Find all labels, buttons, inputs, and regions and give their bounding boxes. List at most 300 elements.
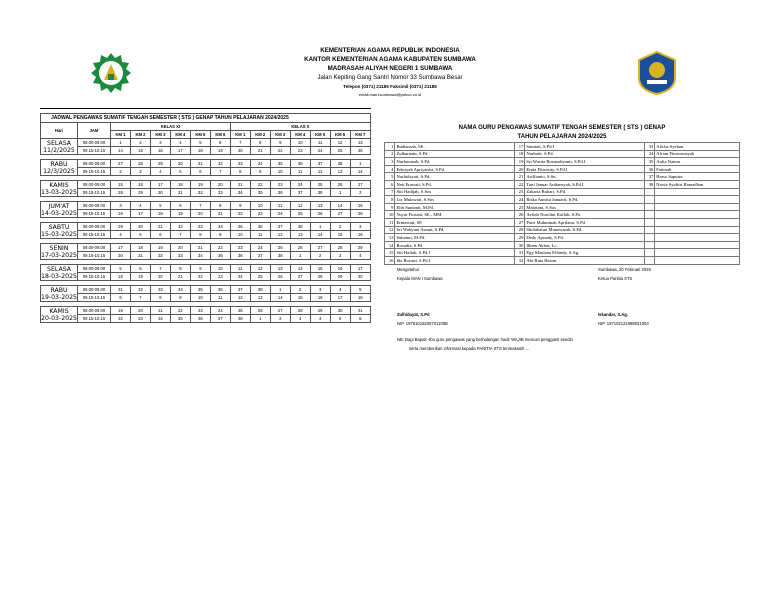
proctor-number-cell: 22 — [230, 210, 250, 218]
teacher-name: Aefiah Nurolini Kaffah, S.Pu — [525, 211, 644, 219]
teacher-number: 23 — [514, 188, 524, 196]
day-date: 13-03-2025 — [41, 188, 77, 196]
proctor-number-cell: 35 — [230, 223, 250, 231]
proctor-number-cell: 3 — [150, 139, 170, 147]
proctor-number-cell: 29 — [111, 223, 131, 231]
sign-left-line2: Kepala MAN I Sumbawa — [397, 276, 443, 281]
proctor-number-cell: 36 — [270, 189, 290, 197]
teacher-table — [384, 142, 740, 265]
proctor-number-cell: 12 — [230, 294, 250, 302]
proctor-number-cell: 17 — [130, 210, 150, 218]
proctor-number-cell: 11 — [270, 202, 290, 210]
sign-right-line2: Ketua Panitia STS — [598, 276, 633, 281]
proctor-number-cell: 7 — [210, 168, 230, 176]
proctor-number-cell: 15 — [310, 265, 330, 273]
teacher-name: Fatimah — [655, 165, 740, 173]
time-cell: 09.15-10.15 — [78, 168, 111, 176]
proctor-number-cell: 22 — [190, 273, 210, 281]
proctor-number-cell: 25 — [290, 210, 310, 218]
teacher-name — [655, 218, 740, 226]
proctor-number-cell: 30 — [350, 273, 370, 281]
schedule-row — [41, 139, 371, 147]
time-cell: 08.00-09.00 — [78, 139, 111, 147]
col-hari: Hari — [41, 123, 78, 139]
day-name: SENIN — [49, 244, 69, 252]
room-header: KM 5 — [190, 131, 210, 139]
proctor-number-cell: 23 — [190, 307, 210, 315]
teacher-number: 32 — [514, 256, 524, 264]
proctor-number-cell: 19 — [170, 210, 190, 218]
proctor-number-cell: 24 — [270, 210, 290, 218]
proctor-number-cell: 1 — [310, 223, 330, 231]
proctor-number-cell: 36 — [290, 160, 310, 168]
proctor-number-cell: 36 — [210, 286, 230, 294]
teacher-number: 34 — [644, 150, 654, 158]
proctor-number-cell: 2 — [330, 223, 350, 231]
day-cell — [41, 181, 78, 197]
proctor-number-cell: 8 — [170, 265, 190, 273]
proctor-number-cell: 24 — [210, 307, 230, 315]
proctor-number-cell: 25 — [330, 147, 350, 155]
proctor-number-cell: 37 — [210, 315, 230, 323]
proctor-number-cell: 31 — [350, 307, 370, 315]
day-name: RABU — [50, 286, 68, 294]
proctor-number-cell: 14 — [270, 294, 290, 302]
teacher-number: 7 — [385, 188, 395, 196]
room-header: KM 4 — [170, 131, 190, 139]
proctor-number-cell: 11 — [210, 294, 230, 302]
room-header: KM 4 — [290, 131, 310, 139]
proctor-number-cell: 23 — [210, 273, 230, 281]
proctor-number-cell: 38 — [330, 160, 350, 168]
day-date: 17-03-2025 — [41, 251, 77, 259]
room-header: KM 2 — [130, 131, 150, 139]
teacher-name: Zakaria Buhari, S.Pd. — [525, 188, 644, 196]
teacher-name: Riska Annisa Januarti, S.Pd. — [525, 196, 644, 204]
madrasah-logo — [635, 50, 679, 96]
teacher-name: Sumiati, S.Pd.I — [525, 143, 644, 151]
teacher-row — [385, 180, 740, 188]
proctor-number-cell: 2 — [130, 139, 150, 147]
proctor-number-cell: 4 — [350, 252, 370, 260]
header-office: KANTOR KEMENTERIAN AGAMA KABUPATEN SUMBAWA — [304, 56, 476, 63]
teacher-number: 14 — [385, 241, 395, 249]
proctor-number-cell: 6 — [111, 294, 131, 302]
proctor-number-cell: 20 — [150, 273, 170, 281]
proctor-number-cell: 7 — [190, 202, 210, 210]
proctor-number-cell: 31 — [111, 286, 131, 294]
proctor-number-cell: 6 — [350, 315, 370, 323]
proctor-number-cell: 34 — [190, 252, 210, 260]
proctor-number-cell: 19 — [130, 273, 150, 281]
teacher-name: Putri Mukminah Aprilaini, S.Pd — [525, 218, 644, 226]
teacher-number: 21 — [514, 173, 524, 181]
proctor-number-cell: 20 — [210, 181, 230, 189]
proctor-number-cell: 37 — [250, 252, 270, 260]
teacher-number: 29 — [514, 234, 524, 242]
teacher-title-line2: TAHUN PELAJARAN 2024/2025 — [517, 134, 607, 140]
proctor-number-cell: 38 — [290, 223, 310, 231]
proctor-number-cell: 18 — [190, 147, 210, 155]
proctor-number-cell: 4 — [150, 168, 170, 176]
teacher-number: 8 — [385, 196, 395, 204]
proctor-number-cell: 34 — [170, 286, 190, 294]
proctor-number-cell: 10 — [230, 231, 250, 239]
teacher-row — [385, 211, 740, 219]
day-cell — [41, 265, 78, 281]
time-cell: 08.00-09.00 — [78, 307, 111, 315]
teacher-number: 36 — [644, 165, 654, 173]
proctor-number-cell: 10 — [270, 168, 290, 176]
proctor-number-cell: 38 — [310, 189, 330, 197]
proctor-number-cell: 16 — [130, 181, 150, 189]
schedule-row — [41, 286, 371, 294]
proctor-number-cell: 4 — [310, 315, 330, 323]
proctor-number-cell: 3 — [111, 202, 131, 210]
proctor-number-cell: 22 — [270, 147, 290, 155]
teacher-name: Nurhasanah, S.Pd. — [395, 158, 514, 166]
col-jam: JAM — [78, 123, 111, 139]
teacher-name — [655, 241, 740, 249]
proctor-number-cell: 28 — [290, 307, 310, 315]
teacher-row — [385, 196, 740, 204]
teacher-name — [655, 234, 740, 242]
proctor-number-cell: 1 — [290, 252, 310, 260]
proctor-number-cell: 3 — [310, 286, 330, 294]
proctor-number-cell: 12 — [290, 202, 310, 210]
proctor-number-cell: 29 — [350, 244, 370, 252]
day-date: 11/2/2025 — [43, 146, 75, 154]
schedule-row — [41, 273, 371, 281]
room-header: KM 7 — [350, 131, 370, 139]
teacher-row — [385, 173, 740, 181]
day-name: SELASA — [47, 139, 71, 147]
proctor-number-cell: 12 — [250, 265, 270, 273]
proctor-number-cell: 32 — [210, 160, 230, 168]
teacher-name: Egy Maulana Effandy, S.Ag. — [525, 249, 644, 257]
proctor-number-cell: 15 — [130, 147, 150, 155]
proctor-number-cell: 25 — [250, 273, 270, 281]
proctor-number-cell: 35 — [210, 252, 230, 260]
teacher-number: 5 — [385, 173, 395, 181]
teacher-name: Sri Wasita Rosmadiyanti, S.Pd.I — [525, 158, 644, 166]
proctor-number-cell: 2 — [111, 168, 131, 176]
teacher-name: Dedy Apriady, S.Pd. — [525, 234, 644, 242]
proctor-number-cell: 27 — [310, 244, 330, 252]
proctor-number-cell: 28 — [350, 210, 370, 218]
day-date: 19-03-2025 — [41, 293, 77, 301]
teacher-name: Novia Syafitri Ramadhan — [655, 180, 740, 188]
day-name: SABTU — [48, 223, 70, 231]
room-header: KM 1 — [111, 131, 131, 139]
proctor-number-cell: 26 — [290, 244, 310, 252]
proctor-number-cell: 17 — [350, 265, 370, 273]
proctor-number-cell: 24 — [250, 244, 270, 252]
teacher-row — [385, 256, 740, 264]
proctor-number-cell: 10 — [290, 139, 310, 147]
proctor-number-cell: 37 — [310, 160, 330, 168]
proctor-number-cell: 25 — [230, 307, 250, 315]
proctor-number-cell: 16 — [330, 265, 350, 273]
proctor-number-cell: 2 — [290, 286, 310, 294]
schedule-row — [41, 147, 371, 155]
teacher-number: 28 — [514, 226, 524, 234]
time-cell: 09.15-10.15 — [78, 294, 111, 302]
proctor-number-cell: 30 — [130, 223, 150, 231]
teacher-row — [385, 165, 740, 173]
header-phone: Telepon (0371) 21185 Faksimil (0371) 21185 — [343, 84, 437, 89]
teacher-number — [644, 226, 654, 234]
kelas-xi-header: KELAS XI — [111, 123, 231, 131]
proctor-number-cell: 19 — [190, 181, 210, 189]
header-ministry: KEMENTERIAN AGAMA REPUBLIK INDONESIA — [320, 47, 460, 54]
proctor-number-cell: 27 — [270, 307, 290, 315]
schedule-row — [41, 189, 371, 197]
letterhead — [200, 47, 580, 97]
room-header: KM 6 — [330, 131, 350, 139]
proctor-number-cell: 9 — [210, 231, 230, 239]
teacher-row — [385, 188, 740, 196]
proctor-number-cell: 3 — [330, 252, 350, 260]
teacher-row — [385, 143, 740, 151]
time-cell: 09.15-10.15 — [78, 252, 111, 260]
header-email: email:man1sumbawa@yahoo.co.id — [358, 92, 422, 97]
proctor-number-cell: 17 — [170, 147, 190, 155]
proctor-number-cell: 3 — [290, 315, 310, 323]
proctor-number-cell: 11 — [310, 139, 330, 147]
teacher-number: 18 — [514, 150, 524, 158]
proctor-number-cell: 18 — [111, 273, 131, 281]
proctor-number-cell: 12 — [330, 139, 350, 147]
teacher-name: Afrian Fitrawansyah — [655, 150, 740, 158]
teacher-number — [644, 211, 654, 219]
teacher-name — [655, 256, 740, 264]
proctor-number-cell: 17 — [150, 181, 170, 189]
proctor-number-cell: 19 — [210, 147, 230, 155]
proctor-number-cell: 9 — [230, 202, 250, 210]
teacher-name: Liz Mulawati, S.Sos — [395, 196, 514, 204]
proctor-number-cell: 15 — [290, 294, 310, 302]
teacher-name: Ilham Akbar, Lc. — [525, 241, 644, 249]
teacher-number: 19 — [514, 158, 524, 166]
teacher-name: Alicha Syehan — [655, 143, 740, 151]
time-cell: 09.15-10.15 — [78, 147, 111, 155]
proctor-number-cell: 5 — [190, 139, 210, 147]
proctor-number-cell: 35 — [190, 286, 210, 294]
proctor-number-cell: 20 — [230, 147, 250, 155]
proctor-number-cell: 28 — [310, 273, 330, 281]
teacher-name — [655, 203, 740, 211]
teacher-number: 25 — [514, 203, 524, 211]
room-header: KM 6 — [210, 131, 230, 139]
teacher-list-title — [384, 124, 740, 142]
proctor-number-cell: 21 — [190, 244, 210, 252]
proctor-number-cell: 12 — [270, 231, 290, 239]
proctor-number-cell: 10 — [190, 294, 210, 302]
proctor-number-cell: 13 — [350, 139, 370, 147]
proctor-number-cell: 28 — [111, 189, 131, 197]
proctor-number-cell: 8 — [190, 231, 210, 239]
teacher-number — [644, 234, 654, 242]
teacher-name: Ermawati, SP. — [395, 218, 514, 226]
proctor-number-cell: 23 — [250, 210, 270, 218]
proctor-number-cell: 29 — [150, 160, 170, 168]
room-header: KM 2 — [250, 131, 270, 139]
teacher-number: 13 — [385, 234, 395, 242]
proctor-number-cell: 12 — [310, 168, 330, 176]
kelas-x-header: KELAS X — [230, 123, 370, 131]
proctor-number-cell: 1 — [250, 315, 270, 323]
teacher-number: 15 — [385, 249, 395, 257]
day-name: RABU — [50, 160, 68, 168]
proctor-number-cell: 7 — [230, 139, 250, 147]
proctor-number-cell: 33 — [170, 252, 190, 260]
teacher-name: Harso Saputra — [655, 173, 740, 181]
proctor-number-cell: 10 — [250, 202, 270, 210]
schedule-title: JADWAL PENGAWAS SUMATIF TENGAH SEMESTER ( STS ) GENAP TAHUN PELAJARAN 2024/2025 — [41, 114, 371, 123]
proctor-number-cell: 29 — [310, 307, 330, 315]
teacher-row — [385, 241, 740, 249]
proctor-number-cell: 33 — [190, 223, 210, 231]
proctor-number-cell: 19 — [150, 244, 170, 252]
header-address: Jalan Kepiting Gang Santri Nomor 33 Sumbawa Besar — [317, 75, 463, 81]
proctor-number-cell: 24 — [230, 273, 250, 281]
teacher-name: Nurhidayati, S.Pd. — [395, 173, 514, 181]
room-header: KM 3 — [150, 131, 170, 139]
proctor-number-cell: 25 — [270, 244, 290, 252]
proctor-number-cell: 22 — [250, 181, 270, 189]
kemenag-logo — [90, 52, 132, 94]
proctor-number-cell: 34 — [210, 223, 230, 231]
proctor-number-cell: 9 — [270, 139, 290, 147]
teacher-name: Budiansah, SE. — [395, 143, 514, 151]
teacher-number: 31 — [514, 249, 524, 257]
teacher-name: Siti Hadijah, S.Sos — [395, 188, 514, 196]
teacher-number: 4 — [385, 165, 395, 173]
day-cell — [41, 160, 78, 176]
proctor-number-cell: 17 — [111, 244, 131, 252]
time-cell: 08.00-09.00 — [78, 202, 111, 210]
proctor-number-cell: 24 — [290, 181, 310, 189]
teacher-number — [644, 241, 654, 249]
schedule-row — [41, 265, 371, 273]
teacher-number: 30 — [514, 241, 524, 249]
proctor-number-cell: 31 — [150, 223, 170, 231]
teacher-name: Siti Hafiah, S.Pd.I — [395, 249, 514, 257]
teacher-row — [385, 234, 740, 242]
time-cell: 08.00-09.00 — [78, 223, 111, 231]
teacher-number — [644, 203, 654, 211]
schedule-row — [41, 181, 371, 189]
proctor-number-cell: 21 — [150, 307, 170, 315]
time-cell: 09.15-10.15 — [78, 273, 111, 281]
teacher-name: Aulia Natura — [655, 158, 740, 166]
proctor-number-cell: 7 — [130, 294, 150, 302]
teacher-name: Zulkarnain, S.Pd — [395, 150, 514, 158]
sign-right-nip: NIP. 197102121998031003 — [598, 321, 649, 326]
proctor-number-cell: 34 — [150, 315, 170, 323]
proctor-number-cell: 14 — [111, 147, 131, 155]
proctor-number-cell: 3 — [130, 168, 150, 176]
room-header: KM 3 — [270, 131, 290, 139]
proctor-number-cell: 15 — [330, 231, 350, 239]
proctor-number-cell: 5 — [130, 231, 150, 239]
teacher-number: 17 — [514, 143, 524, 151]
sign-right-name: Iskandar, S.Ag. — [598, 312, 629, 317]
proctor-number-cell: 32 — [130, 286, 150, 294]
proctor-number-cell: 6 — [130, 265, 150, 273]
teacher-number: 12 — [385, 226, 395, 234]
time-cell: 09.15-10.15 — [78, 210, 111, 218]
proctor-number-cell: 1 — [350, 160, 370, 168]
proctor-number-cell: 35 — [170, 315, 190, 323]
proctor-number-cell: 31 — [190, 160, 210, 168]
room-header: KM 1 — [230, 131, 250, 139]
schedule-row — [41, 202, 371, 210]
proctor-number-cell: 14 — [350, 168, 370, 176]
schedule-row — [41, 252, 371, 260]
schedule-row — [41, 160, 371, 168]
proctor-number-cell: 24 — [310, 147, 330, 155]
teacher-number: 33 — [644, 143, 654, 151]
proctor-number-cell: 20 — [190, 210, 210, 218]
teacher-row — [385, 158, 740, 166]
proctor-number-cell: 5 — [350, 286, 370, 294]
proctor-number-cell: 8 — [150, 294, 170, 302]
proctor-number-cell: 8 — [210, 202, 230, 210]
day-date: 14-03-2025 — [41, 209, 77, 217]
time-cell: 08.00-09.00 — [78, 286, 111, 294]
teacher-number — [644, 218, 654, 226]
day-cell — [41, 202, 78, 218]
day-date: 20-03-2025 — [41, 314, 77, 322]
proctor-number-cell: 9 — [170, 294, 190, 302]
proctor-number-cell: 13 — [290, 231, 310, 239]
proctor-number-cell: 26 — [330, 181, 350, 189]
proctor-number-cell: 27 — [350, 181, 370, 189]
proctor-number-cell: 1 — [330, 189, 350, 197]
teacher-name: Shobihatun Munawarah, S.Pd. — [525, 226, 644, 234]
teacher-row — [385, 203, 740, 211]
day-cell — [41, 139, 78, 155]
proctor-number-cell: 38 — [250, 286, 270, 294]
proctor-number-cell: 21 — [210, 210, 230, 218]
proctor-number-cell: 14 — [290, 265, 310, 273]
sign-right-line1: Sumbawa, 20 Februari 2025 — [598, 267, 651, 272]
proctor-number-cell: 13 — [310, 202, 330, 210]
sign-left-name: Zulhidayat, S.Pd — [397, 312, 430, 317]
teacher-number: 20 — [514, 165, 524, 173]
schedule-row — [41, 210, 371, 218]
proctor-number-cell: 23 — [230, 244, 250, 252]
proctor-number-cell: 2 — [310, 252, 330, 260]
teacher-number — [644, 188, 654, 196]
teacher-number: 27 — [514, 218, 524, 226]
proctor-number-cell: 5 — [111, 265, 131, 273]
proctor-number-cell: 22 — [170, 307, 190, 315]
proctor-number-cell: 32 — [111, 315, 131, 323]
proctor-number-cell: 2 — [350, 189, 370, 197]
proctor-number-cell: 31 — [130, 252, 150, 260]
proctor-number-cell: 15 — [111, 181, 131, 189]
proctor-number-cell: 8 — [250, 139, 270, 147]
teacher-number: 35 — [644, 158, 654, 166]
time-cell: 08.00-09.00 — [78, 244, 111, 252]
teacher-name: Rosudia, S.Pd. — [395, 241, 514, 249]
proctor-number-cell: 18 — [350, 294, 370, 302]
proctor-number-cell: 25 — [310, 181, 330, 189]
teacher-row — [385, 249, 740, 257]
